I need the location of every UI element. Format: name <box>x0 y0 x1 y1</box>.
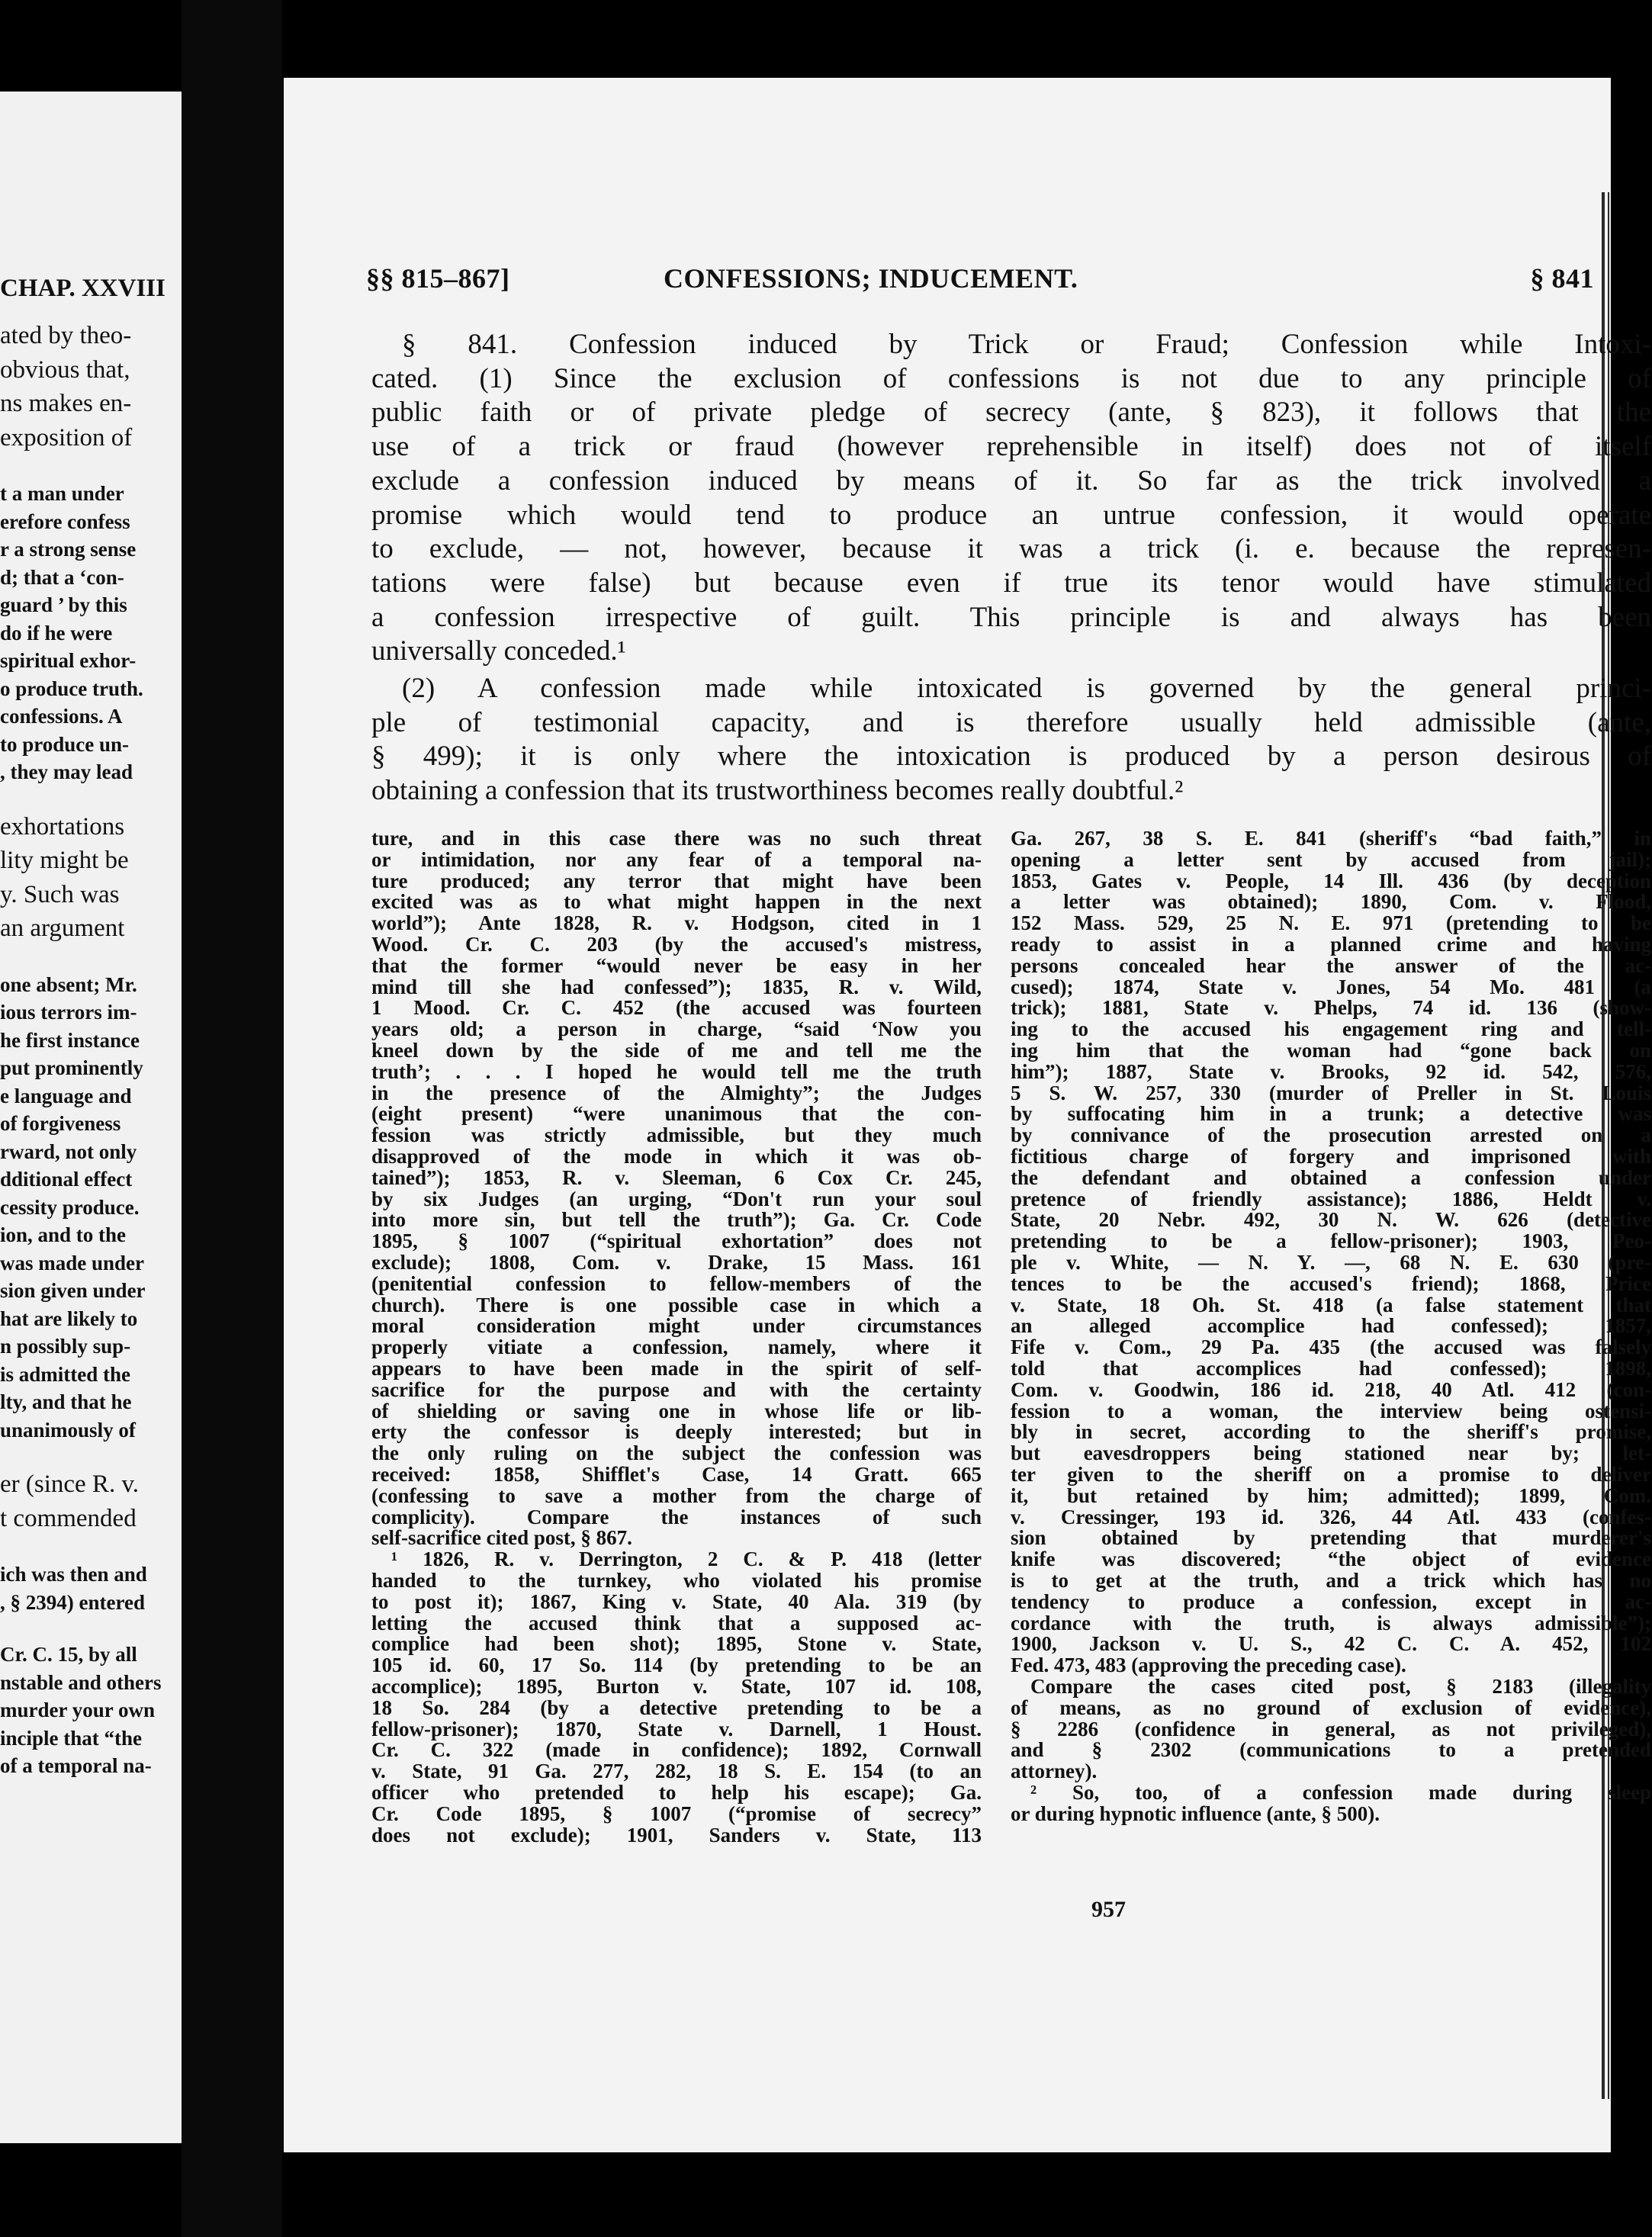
footnote-line: Ga. 267, 38 S. E. 841 (sheriff's “bad faith,” in <box>1011 827 1651 850</box>
body-text-line: universally conceded.¹ <box>371 635 626 667</box>
left-page-line: Cr. C. 15, by all <box>0 1643 137 1666</box>
left-page-line: of forgiveness <box>0 1112 121 1135</box>
left-page-line: lty, and that he <box>0 1390 132 1413</box>
footnote-line: ter given to the sheriff on a promise to deliver <box>1011 1463 1651 1486</box>
footnote-line: church). There is one possible case in which a <box>371 1293 982 1316</box>
footnote-line: of shielding or saving one in whose life or lib- <box>371 1399 982 1422</box>
footnote-line: State, 20 Nebr. 492, 30 N. W. 626 (detective <box>1011 1208 1651 1232</box>
footnote-line: ple v. White, — N. Y. —, 68 N. E. 630 (pre- <box>1011 1251 1651 1274</box>
footnote-line: tences to be the accused's friend); 1868, Price <box>1011 1271 1651 1295</box>
left-page-line: t a man under <box>0 482 124 505</box>
footnote-line: pretending to be a fellow-prisoner); 1903, Peo- <box>1011 1229 1651 1253</box>
left-page-line: of a temporal na- <box>0 1754 152 1777</box>
footnote-line: or during hypnotic influence (ante, § 500). <box>1011 1801 1380 1825</box>
footnote-line: to post it); 1867, King v. State, 40 Ala. 319 (by <box>371 1589 982 1613</box>
footnote-line: (confessing to save a mother from the charge of <box>371 1483 982 1507</box>
body-text-line: ple of testimonial capacity, and is therefore usually held admissible (ante, <box>371 706 1651 738</box>
footnote-line: sacrifice for the purpose and with the certainty <box>371 1377 982 1401</box>
footnote-line: and § 2302 (communications to a pretended <box>1011 1738 1651 1762</box>
footnote-line: by six Judges (an urging, “Don't run your soul <box>371 1187 982 1210</box>
left-page-line: do if he were <box>0 621 113 644</box>
footnote-line: in the presence of the Almighty”; the Judges <box>371 1081 982 1104</box>
footnote-line: fictitious charge of forgery and imprisoned with <box>1011 1145 1651 1168</box>
left-page-line: n possibly sup- <box>0 1335 131 1358</box>
footnote-line: (eight present) “were unanimous that the con- <box>371 1102 982 1126</box>
left-page-line: ious terrors im- <box>0 1001 137 1024</box>
footnote-line: properly vitiate a confession, namely, where it <box>371 1335 982 1359</box>
footnote-line: cused); 1874, State v. Jones, 54 Mo. 481 (a <box>1011 975 1651 998</box>
footnote-line: tendency to produce a confession, except in ac- <box>1011 1589 1651 1613</box>
footnote-line: attorney). <box>1011 1760 1098 1783</box>
left-page-line: nstable and others <box>0 1670 162 1694</box>
right-page <box>284 78 1651 2152</box>
footnote-line: ing to the accused his engagement ring and tell- <box>1011 1017 1651 1041</box>
left-page-line: erefore confess <box>0 509 130 533</box>
footnote-line: is to get at the truth, and a trick which has no <box>1011 1569 1651 1592</box>
footnote-line: by suffocating him in a trunk; a detective was <box>1011 1102 1651 1126</box>
footnote-line: ing him that the woman had “gone back on <box>1011 1039 1651 1062</box>
left-page-fragment <box>0 92 182 2143</box>
footnote-line: ture produced; any terror that might have been <box>371 869 982 892</box>
body-text-line: (2) A confession made while intoxicated is governed by the general princi- <box>402 673 1651 704</box>
footnote-line: truth’; . . . I hoped he would tell me the truth <box>371 1059 982 1083</box>
left-page-line: rward, not only <box>0 1139 137 1163</box>
body-text-line: exclude a confession induced by means of it. So far as the trick involved a <box>371 464 1651 497</box>
left-page-line: spiritual exhor- <box>0 649 137 672</box>
footnote-line: fession was strictly admissible, but they much <box>371 1123 982 1147</box>
footnote-line: 5 S. W. 257, 330 (murder of Preller in St. Louis <box>1011 1081 1651 1104</box>
footnote-line: complice had been shot); 1895, Stone v. State, <box>371 1632 982 1656</box>
footnote-line: does not exclude); 1901, Sanders v. State, 113 <box>371 1823 982 1846</box>
footnote-line: him”); 1887, State v. Brooks, 92 id. 542, 576, <box>1011 1059 1651 1083</box>
left-page-line: inciple that “the <box>0 1726 142 1750</box>
left-page-line: was made under <box>0 1251 145 1274</box>
left-page-header: CHAP. XXVIII <box>0 275 166 302</box>
body-text-line: cated. (1) Since the exclusion of confessions is not due to any principle of <box>371 362 1651 394</box>
left-page-line: dditional effect <box>0 1168 133 1191</box>
footnote-line: Cr. C. 322 (made in confidence); 1892, Cornwall <box>371 1738 982 1762</box>
footnote-line: told that accomplices had confessed); 1898, <box>1011 1357 1651 1380</box>
footnote-line: of means, as no ground of exclusion of evidence), <box>1011 1695 1651 1719</box>
footnote-line: fession to a woman, the interview being ostensi- <box>1011 1399 1651 1422</box>
left-page-line: exposition of <box>0 423 133 452</box>
footnote-line: excited was as to what might happen in the next <box>371 890 982 914</box>
footnote-line: tained”); 1853, R. v. Sleeman, 6 Cox Cr. 245, <box>371 1165 982 1189</box>
footnote-line: received: 1858, Shifflet's Case, 14 Gratt. 665 <box>371 1463 982 1486</box>
footnote-line: 1853, Gates v. People, 14 Ill. 436 (by deception <box>1011 869 1651 892</box>
footnote-line: trick); 1881, State v. Phelps, 74 id. 136 (show- <box>1011 996 1651 1020</box>
footnote-line: handed to the turnkey, who violated his promise <box>371 1569 982 1592</box>
footnote-line: Fed. 473, 483 (approving the preceding case). <box>1011 1654 1406 1677</box>
footnote-line: world”); Ante 1828, R. v. Hodgson, cited in 1 <box>371 911 982 935</box>
left-page-line: ich was then and <box>0 1563 147 1586</box>
left-page-line: confessions. A <box>0 705 123 728</box>
left-page-line: ated by theo- <box>0 322 132 349</box>
footnote-line: ture, and in this case there was no such threat <box>371 827 982 850</box>
body-text-line: promise which would tend to produce an untrue confession, it would operate <box>371 499 1651 531</box>
running-head-section-number: § 841 <box>1530 263 1594 294</box>
footnote-line: self-sacrifice cited post, § 867. <box>371 1526 632 1550</box>
footnote-line: persons concealed hear the answer of the ac- <box>1011 953 1651 977</box>
page-number: 957 <box>1091 1897 1126 1922</box>
footnote-line: 152 Mass. 529, 25 N. E. 971 (pretending to be <box>1011 911 1651 935</box>
body-text-line: a confession irrespective of guilt. This principle is and always has been <box>371 601 1651 633</box>
footnote-line: ¹ 1826, R. v. Derrington, 2 C. & P. 418 (letter <box>391 1548 982 1571</box>
left-page-line: an argument <box>0 914 125 942</box>
footnote-line: v. State, 18 Oh. St. 418 (a false statement that <box>1011 1293 1651 1316</box>
left-page-line: obvious that, <box>0 355 130 384</box>
left-page-line: e language and <box>0 1084 132 1107</box>
footnote-line: mind till she had confessed”); 1835, R. v. Wild, <box>371 975 982 998</box>
running-head-title: CONFESSIONS; INDUCEMENT. <box>664 263 1078 294</box>
footnote-line: v. Cressinger, 193 id. 326, 44 Atl. 433 (confes- <box>1011 1505 1651 1528</box>
footnote-line: v. State, 91 Ga. 277, 282, 18 S. E. 154 (to an <box>371 1760 982 1783</box>
left-page-line: er (since R. v. <box>0 1470 140 1498</box>
footnote-line: but eavesdroppers being stationed near by; let- <box>1011 1442 1651 1465</box>
left-page-line: t commended <box>0 1504 137 1532</box>
footnote-line: officer who pretended to help his escape); Ga. <box>371 1781 982 1804</box>
footnote-line: that the former “would never be easy in her <box>371 953 982 977</box>
footnote-line: sion obtained by pretending that murderer's <box>1011 1526 1651 1550</box>
footnote-line: ² So, too, of a confession made during sleep <box>1030 1781 1651 1804</box>
body-text-line: to exclude, — not, however, because it was a trick (i. e. because the represen- <box>371 533 1651 565</box>
left-page-line: one absent; Mr. <box>0 972 137 996</box>
footnote-line: 1895, § 1007 (“spiritual exhortation” does not <box>371 1229 982 1253</box>
footnote-line: 18 So. 284 (by a detective pretending to be a <box>371 1695 982 1719</box>
footnote-line: exclude); 1808, Com. v. Drake, 15 Mass. 161 <box>371 1251 982 1274</box>
body-text-line: obtaining a confession that its trustworthiness becomes really doubtful.² <box>371 775 1184 807</box>
left-page-line: murder your own <box>0 1699 156 1721</box>
footnote-line: 1 Mood. Cr. C. 452 (the accused was fourteen <box>371 996 982 1020</box>
footnote-line: Compare the cases cited post, § 2183 (illegality <box>1030 1675 1651 1698</box>
footnote-line: knife was discovered; “the object of evidence <box>1011 1548 1651 1571</box>
footnote-line: the only ruling on the subject the confession was <box>371 1442 982 1465</box>
footnote-line: 105 id. 60, 17 So. 114 (by pretending to be an <box>371 1654 982 1677</box>
left-page-line: put prominently <box>0 1056 143 1079</box>
footnote-line: or intimidation, nor any fear of a temporal na- <box>371 847 982 871</box>
left-page-line: sion given under <box>0 1279 146 1302</box>
footnote-line: into more sin, but tell the truth”); Ga. Cr. Code <box>371 1208 982 1232</box>
footnote-line: kneel down by the side of me and tell me the <box>371 1039 982 1062</box>
footnote-line: § 2286 (confidence in general, as not privileged), <box>1011 1717 1651 1740</box>
footnote-line: letting the accused think that a supposed ac- <box>371 1611 982 1634</box>
footnote-line: bly in secret, according to the sheriff's promise, <box>1011 1420 1651 1444</box>
footnote-line: Cr. Code 1895, § 1007 (“promise of secrecy” <box>371 1801 982 1825</box>
left-page-line: is admitted the <box>0 1362 130 1386</box>
footnote-line: it, but retained by him; admitted); 1899, Com. <box>1011 1483 1651 1507</box>
footnote-line: complicity). Compare the instances of such <box>371 1505 982 1528</box>
footnote-line: pretence of friendly assistance); 1886, Heldt v. <box>1011 1187 1651 1210</box>
left-page-line: he first instance <box>0 1028 140 1052</box>
body-text-line: public faith or of private pledge of secrecy (ante, § 823), it follows that the <box>371 397 1651 429</box>
body-text-line: use of a trick or fraud (however reprehensible in itself) does not of itself <box>371 431 1651 463</box>
footnote-line: the defendant and obtained a confession under <box>1011 1165 1651 1189</box>
footnote-line: fellow-prisoner); 1870, State v. Darnell, 1 Houst. <box>371 1717 982 1740</box>
left-page-line: ns makes en- <box>0 390 132 417</box>
footnote-line: a letter was obtained); 1890, Com. v. Flood, <box>1011 890 1651 914</box>
left-page-line: o produce truth. <box>0 677 143 700</box>
footnote-line: opening a letter sent by accused from jail); <box>1011 847 1651 871</box>
footnote-line: cordance with the truth, is always admissible”); <box>1011 1611 1651 1634</box>
left-page-line: guard ’ by this <box>0 593 127 616</box>
left-page-line: to produce un- <box>0 732 130 756</box>
left-page-line: lity might be <box>0 847 129 874</box>
footnote-line: disapproved of the mode in which it was ob- <box>371 1145 982 1168</box>
left-page-line: exhortations <box>0 812 125 840</box>
footnote-line: Com. v. Goodwin, 186 id. 218, 40 Atl. 412 (con- <box>1011 1377 1651 1401</box>
footnote-line: Wood. Cr. C. 203 (by the accused's mistress, <box>371 933 982 956</box>
footnote-line: an alleged accomplice had confessed); 1857, <box>1011 1314 1651 1338</box>
footnote-line: moral consideration might under circumstances <box>371 1314 982 1338</box>
left-page-line: , § 2394) entered <box>0 1590 145 1614</box>
left-page-line: cessity produce. <box>0 1195 140 1219</box>
footnote-line: ready to assist in a planned crime and having <box>1011 933 1651 956</box>
left-page-line: d; that a ‘con- <box>0 565 124 589</box>
left-page-line: ion, and to the <box>0 1223 127 1246</box>
footnote-line: by connivance of the prosecution arrested on a <box>1011 1123 1651 1147</box>
left-page-line: , they may lead <box>0 760 133 783</box>
footnote-line: 1900, Jackson v. U. S., 42 C. C. A. 452, 102 <box>1011 1632 1651 1656</box>
footnote-line: Fife v. Com., 29 Pa. 435 (the accused was falsely <box>1011 1335 1651 1359</box>
book-gutter <box>182 0 282 2237</box>
section-heading-line: § 841. Confession induced by Trick or Fraud; Confession while Intoxi- <box>402 329 1651 360</box>
left-page-line: unanimously of <box>0 1418 136 1442</box>
running-head-sections: §§ 815–867] <box>366 263 510 294</box>
footnote-line: accomplice); 1895, Burton v. State, 107 id. 108, <box>371 1675 982 1698</box>
left-page-line: y. Such was <box>0 880 120 908</box>
footnote-line: appears to have been made in the spirit of self- <box>371 1357 982 1380</box>
left-page-line: hat are likely to <box>0 1307 138 1330</box>
body-text-line: tations were false) but because even if true its tenor would have stimulated <box>371 567 1651 599</box>
footnote-line: erty the confessor is deeply interested; but in <box>371 1420 982 1444</box>
body-text-line: § 499); it is only where the intoxication is produced by a person desirous of <box>371 741 1651 773</box>
footnote-line: years old; a person in charge, “said ‘Now you <box>371 1017 982 1041</box>
left-page-line: r a strong sense <box>0 538 137 561</box>
footnote-line: (penitential confession to fellow-members of the <box>371 1271 982 1295</box>
